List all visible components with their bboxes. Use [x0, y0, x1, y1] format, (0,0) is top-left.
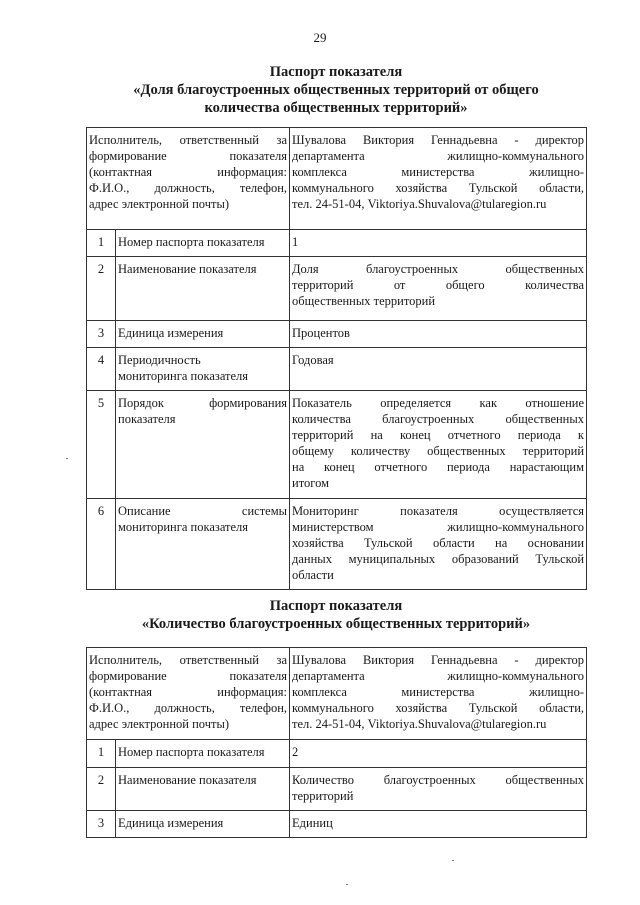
- row-value: [290, 348, 587, 391]
- executor-value-line: департамента жилищно-коммунального: [292, 149, 585, 163]
- row-value-line: области: [292, 568, 334, 582]
- row-label-line: показателя: [118, 412, 176, 426]
- row-number: 3: [87, 811, 116, 838]
- passport1-title-line3: количества общественных территорий»: [204, 100, 468, 116]
- row-value-line: 1: [292, 235, 299, 249]
- executor-value-line: Шувалова Виктория Геннадьевна - директор: [292, 133, 585, 147]
- row-value-line: Единиц: [292, 816, 333, 830]
- row-label-line: Наименование показателя: [118, 773, 257, 787]
- executor-value-line: тел. 24-51-04, Viktoriya.Shuvalova@tularegion.ru: [292, 717, 547, 731]
- executor-label-line: Ф.И.О., должность, телефон,: [89, 701, 288, 715]
- passport1-title-line1: Паспорт показателя: [269, 64, 403, 80]
- table-row: [87, 499, 587, 590]
- table-row: [87, 811, 587, 838]
- table-row: [87, 391, 587, 499]
- row-value: [290, 230, 587, 257]
- row-label: [116, 257, 290, 321]
- executor-value-line: комплекса министерства жилищно-: [292, 165, 585, 179]
- executor-label-line: (контактная информация:: [89, 685, 288, 699]
- executor-label: [87, 128, 290, 230]
- page-number: 29: [313, 30, 327, 45]
- row-value-line: территорий от общего количества: [292, 278, 585, 292]
- row-label-line: мониторинга показателя: [118, 520, 249, 534]
- executor-label-line: Ф.И.О., должность, телефон,: [89, 181, 288, 195]
- row-value-line: общественных территорий: [292, 294, 436, 308]
- table-row: [87, 740, 587, 768]
- table-row: [87, 321, 587, 348]
- executor-value: [290, 648, 587, 740]
- scan-speck: [346, 884, 348, 885]
- row-label: [116, 499, 290, 590]
- executor-label: [87, 648, 290, 740]
- executor-value: [290, 128, 587, 230]
- row-label-line: мониторинга показателя: [118, 369, 249, 383]
- row-value-line: министерством жилищно-коммунального: [292, 520, 585, 534]
- row-label-line: Периодичность: [118, 353, 201, 367]
- row-value: [290, 391, 587, 499]
- row-value-line: количества благоустроенных общественных: [292, 412, 585, 426]
- executor-value-line: тел. 24-51-04, Viktoriya.Shuvalova@tularegion.ru: [292, 197, 547, 211]
- row-value: [290, 768, 587, 811]
- row-label: [116, 230, 290, 257]
- row-label-line: Порядок формирования: [118, 396, 288, 410]
- row-label: [116, 391, 290, 499]
- scan-speck: [452, 860, 454, 861]
- row-value: [290, 811, 587, 838]
- row-label: [116, 740, 290, 768]
- executor-value-line: комплекса министерства жилищно-: [292, 685, 585, 699]
- row-value: [290, 740, 587, 768]
- executor-label-line: Исполнитель, ответственный за: [89, 133, 288, 147]
- row-label: [116, 768, 290, 811]
- scan-speck: [66, 458, 68, 459]
- row-number: 3: [87, 321, 116, 348]
- executor-row: [87, 648, 587, 740]
- executor-label-line: адрес электронной почты): [89, 197, 230, 211]
- executor-value-line: коммунального хозяйства Тульской области,: [292, 181, 585, 195]
- row-number: 6: [87, 499, 116, 590]
- row-value: [290, 499, 587, 590]
- row-value-line: Годовая: [292, 353, 334, 367]
- row-label: [116, 348, 290, 391]
- passport1-table: [86, 127, 587, 590]
- row-label-line: Номер паспорта показателя: [118, 235, 265, 249]
- row-value-line: Мониторинг показателя осуществляется: [292, 504, 585, 518]
- row-number: 1: [87, 740, 116, 768]
- row-number: 5: [87, 391, 116, 499]
- row-value-line: хозяйства Тульской области на основании: [292, 536, 585, 550]
- table-row: [87, 348, 587, 391]
- table-row: [87, 230, 587, 257]
- row-value-line: Количество благоустроенных общественных: [292, 773, 585, 787]
- row-value-line: итогом: [292, 476, 329, 490]
- row-number: 4: [87, 348, 116, 391]
- table-row: [87, 768, 587, 811]
- executor-label-line: адрес электронной почты): [89, 717, 230, 731]
- passport2-table: [86, 647, 587, 838]
- passport1-title-line2: «Доля благоустроенных общественных территорий от общего: [133, 82, 539, 98]
- row-number: 1: [87, 230, 116, 257]
- row-value-line: Показатель определяется как отношение: [292, 396, 585, 410]
- executor-label-line: формирование показателя: [89, 149, 288, 163]
- row-value: [290, 257, 587, 321]
- executor-value-line: коммунального хозяйства Тульской области,: [292, 701, 585, 715]
- row-value-line: Процентов: [292, 326, 350, 340]
- row-label-line: Единица измерения: [118, 326, 224, 340]
- passport2-title: [86, 597, 586, 633]
- passport1-title: [86, 63, 586, 117]
- executor-value-line: департамента жилищно-коммунального: [292, 669, 585, 683]
- row-label-line: Наименование показателя: [118, 262, 257, 276]
- row-label-line: Номер паспорта показателя: [118, 745, 265, 759]
- passport2-title-line1: Паспорт показателя: [269, 598, 403, 614]
- row-value-line: территорий: [292, 789, 354, 803]
- row-number: 2: [87, 257, 116, 321]
- row-label: [116, 811, 290, 838]
- row-label: [116, 321, 290, 348]
- executor-value-line: Шувалова Виктория Геннадьевна - директор: [292, 653, 585, 667]
- executor-label-line: Исполнитель, ответственный за: [89, 653, 288, 667]
- table-row: [87, 257, 587, 321]
- row-label-line: Единица измерения: [118, 816, 224, 830]
- passport2-title-line2: «Количество благоустроенных общественных территорий»: [141, 616, 531, 632]
- row-value: [290, 321, 587, 348]
- row-value-line: территорий на конец отчетного периода к: [292, 428, 585, 442]
- executor-label-line: формирование показателя: [89, 669, 288, 683]
- row-label-line: Описание системы: [118, 504, 288, 518]
- row-value-line: Доля благоустроенных общественных: [292, 262, 585, 276]
- row-value-line: данных муниципальных образований Тульской: [292, 552, 585, 566]
- row-number: 2: [87, 768, 116, 811]
- executor-label-line: (контактная информация:: [89, 165, 288, 179]
- executor-row: [87, 128, 587, 230]
- row-value-line: на конец отчетного периода нарастающим: [292, 460, 585, 474]
- row-value-line: 2: [292, 745, 299, 759]
- row-value-line: общему количеству общественных территорий: [292, 444, 585, 458]
